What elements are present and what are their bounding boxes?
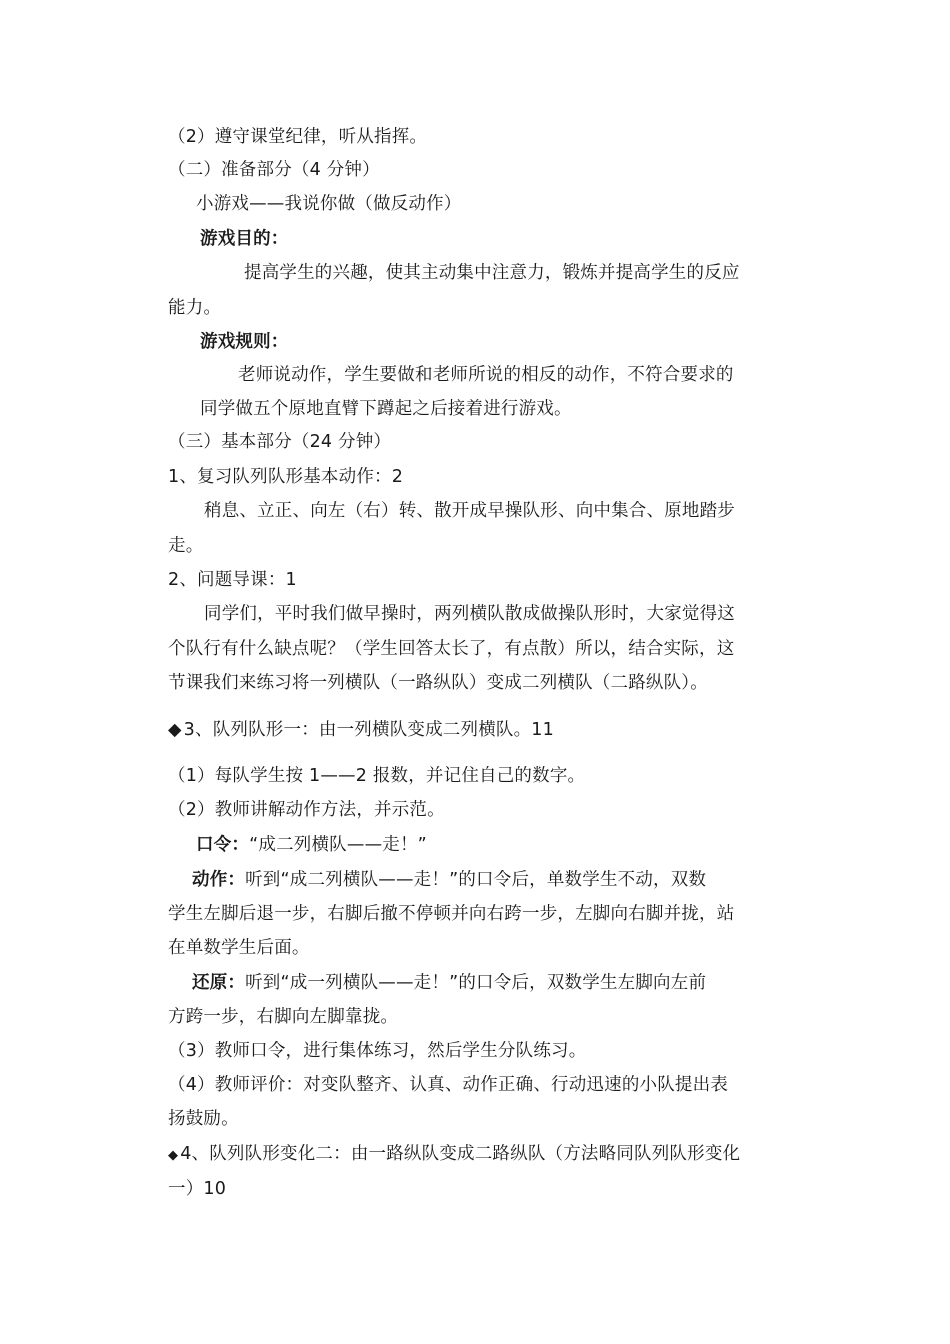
bullet-line-text: 4、队列队形变化二：由一路纵队变成二路纵队（方法略同队列队形变化 [180, 1144, 741, 1164]
text-line: 1、复习队列队形基本动作：2 [168, 467, 404, 487]
text-line: 扬鼓励。 [168, 1109, 239, 1129]
labeled-line [196, 837, 427, 855]
line-label: 口令： [196, 835, 250, 855]
text-line: 小游戏——我说你做（做反动作） [196, 194, 462, 214]
text-line: 个队行有什么缺点呢？（学生回答太长了，有点散）所以，结合实际，这 [168, 639, 735, 659]
text-line: （2）教师讲解动作方法，并示范。 [168, 800, 445, 820]
text-line: （1）每队学生按 1——2 报数，并记住自己的数字。 [168, 766, 586, 786]
line-label: 动作： [192, 870, 246, 890]
text-line: 同学们，平时我们做早操时，两列横队散成做操队形时，大家觉得这 [204, 604, 735, 624]
text-line: 方跨一步，右脚向左脚靠拢。 [168, 1007, 399, 1027]
text-line: 稍息、立正、向左（右）转、散开成早操队形、向中集合、原地踏步 [204, 501, 735, 521]
text-line: 节课我们来练习将一列横队（一路纵队）变成二列横队（二路纵队）。 [168, 673, 708, 693]
line-text: 听到“成二列横队——走！”的口令后，单数学生不动，双数 [245, 870, 707, 890]
labeled-line [192, 975, 706, 993]
text-line: 一）10 [168, 1179, 227, 1199]
bold-heading: 游戏规则： [200, 332, 289, 352]
line-text: “成二列横队——走！” [249, 835, 427, 855]
text-line: 老师说动作，学生要做和老师所说的相反的动作，不符合要求的 [238, 365, 734, 385]
text-line: 走。 [168, 536, 204, 556]
bullet-line [168, 1146, 740, 1164]
line-label: 还原： [192, 973, 246, 993]
text-line: （2）遵守课堂纪律，听从指挥。 [168, 127, 428, 147]
text-line: 能力。 [168, 298, 222, 318]
section-heading: （二）准备部分（4 分钟） [168, 160, 380, 180]
text-line: 学生左脚后退一步，右脚后撤不停顿并向右跨一步，左脚向右脚并拢，站 [168, 904, 735, 924]
text-line: 提高学生的兴趣，使其主动集中注意力，锻炼并提高学生的反应 [244, 263, 740, 283]
diamond-bullet-icon: ◆ [168, 720, 182, 740]
diamond-bullet-icon: ◆ [168, 1148, 179, 1163]
bullet-line-text: 3、队列队形一：由一列横队变成二列横队。11 [183, 720, 554, 740]
text-line: 在单数学生后面。 [168, 938, 310, 958]
bold-heading: 游戏目的： [200, 229, 289, 249]
section-heading: （三）基本部分（24 分钟） [168, 432, 392, 452]
text-line: （4）教师评价：对变队整齐、认真、动作正确、行动迅速的小队提出表 [168, 1075, 729, 1095]
text-line: 2、问题导课：1 [168, 570, 297, 590]
bullet-line [168, 722, 554, 740]
line-text: 听到“成一列横队——走！”的口令后，双数学生左脚向左前 [245, 973, 707, 993]
labeled-line [192, 872, 706, 890]
text-line: （3）教师口令，进行集体练习，然后学生分队练习。 [168, 1041, 587, 1061]
text-line: 同学做五个原地直臂下蹲起之后接着进行游戏。 [200, 399, 572, 419]
